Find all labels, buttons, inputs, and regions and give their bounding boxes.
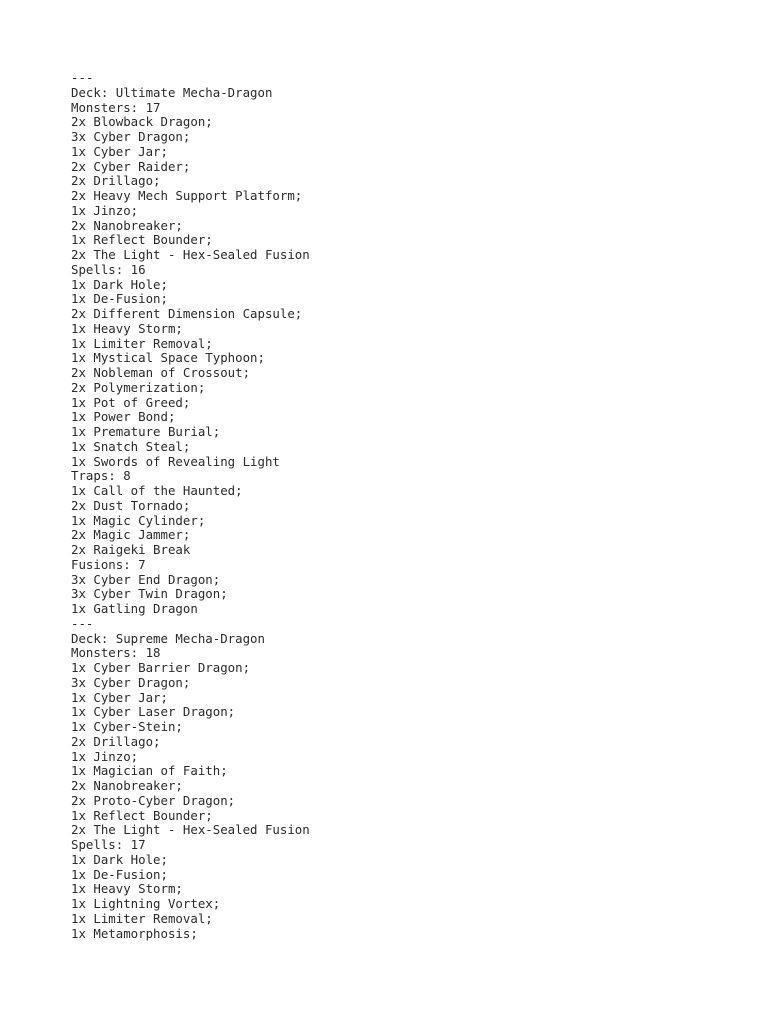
text-line: 3x Cyber Dragon; (71, 674, 191, 690)
text-line: Traps: 8 (71, 468, 131, 484)
text-line: 1x De-Fusion; (71, 866, 168, 882)
text-line: 1x Limiter Removal; (71, 335, 213, 351)
text-line: 2x Nanobreaker; (71, 778, 183, 793)
text-line: 1x Power Bond; (71, 409, 176, 425)
text-line: 1x Reflect Bounder; (71, 232, 213, 248)
text-line: 2x Blowback Dragon; (71, 114, 213, 130)
text-line: 1x Gatling Dragon (71, 601, 198, 616)
text-line: 1x Jinzo; (71, 202, 139, 218)
text-line: 1x Swords of Revealing Light (71, 453, 280, 469)
text-line: 2x Proto-Cyber Dragon; (71, 792, 236, 808)
text-line: 2x Nanobreaker; (71, 217, 183, 233)
text-line: 2x Raigeki Break (71, 542, 191, 557)
text-line: Monsters: 17 (71, 99, 161, 115)
text-line: Deck: Supreme Mecha-Dragon (71, 630, 265, 646)
text-line: 1x Heavy Storm; (71, 881, 183, 897)
text-line: 2x Drillago; (71, 173, 161, 189)
text-line: 2x Magic Jammer; (71, 527, 191, 543)
text-line: 3x Cyber Twin Dragon; (71, 586, 228, 602)
text-line: 1x Limiter Removal; (71, 910, 213, 926)
text-line: 2x The Light - Hex-Sealed Fusion (71, 247, 310, 262)
text-line: 1x Magician of Faith; (71, 763, 228, 779)
text-line: 1x Mystical Space Typhoon; (71, 350, 265, 366)
text-line: 1x Lightning Vortex; (71, 896, 221, 911)
text-line: --- (71, 70, 94, 85)
text-line: 2x The Light - Hex-Sealed Fusion (71, 822, 310, 838)
document-body (71, 71, 691, 941)
text-line: --- (71, 615, 94, 631)
text-line: Monsters: 18 (71, 645, 161, 661)
text-line: 1x Cyber Barrier Dragon; (71, 660, 251, 675)
text-line: 1x Metamorphosis; (71, 925, 198, 941)
text-line: 3x Cyber End Dragon; (71, 571, 221, 587)
text-line: 1x Jinzo; (71, 748, 139, 764)
text-line: 1x Cyber Jar; (71, 689, 168, 705)
text-line: 1x Cyber-Stein; (71, 719, 183, 734)
text-line: 3x Cyber Dragon; (71, 129, 191, 144)
text-line: 1x Pot of Greed; (71, 394, 191, 410)
text-line: 1x Cyber Jar; (71, 143, 168, 159)
text-line: Deck: Ultimate Mecha-Dragon (71, 84, 273, 100)
text-line: 2x Different Dimension Capsule; (71, 306, 303, 321)
text-line: 1x Cyber Laser Dragon; (71, 704, 236, 720)
text-line: 1x Heavy Storm; (71, 320, 183, 336)
text-line: 2x Cyber Raider; (71, 158, 191, 174)
text-line: 2x Polymerization; (71, 379, 206, 395)
text-line: 2x Heavy Mech Support Platform; (71, 188, 303, 203)
text-line: Fusions: 7 (71, 556, 146, 572)
text-line: 1x Call of the Haunted; (71, 483, 243, 498)
text-line: 1x Premature Burial; (71, 424, 221, 439)
text-line: 1x Dark Hole; (71, 276, 168, 292)
text-line: Spells: 16 (71, 261, 146, 277)
text-line: 1x De-Fusion; (71, 291, 168, 307)
text-line: 1x Reflect Bounder; (71, 807, 213, 823)
text-line: 2x Drillago; (71, 733, 161, 749)
text-line: 1x Dark Hole; (71, 851, 168, 867)
text-line: Spells: 17 (71, 837, 146, 852)
text-line: 2x Dust Tornado; (71, 497, 191, 513)
text-line: 1x Snatch Steal; (71, 438, 191, 454)
text-line: 2x Nobleman of Crossout; (71, 365, 251, 380)
text-line: 1x Magic Cylinder; (71, 512, 206, 528)
